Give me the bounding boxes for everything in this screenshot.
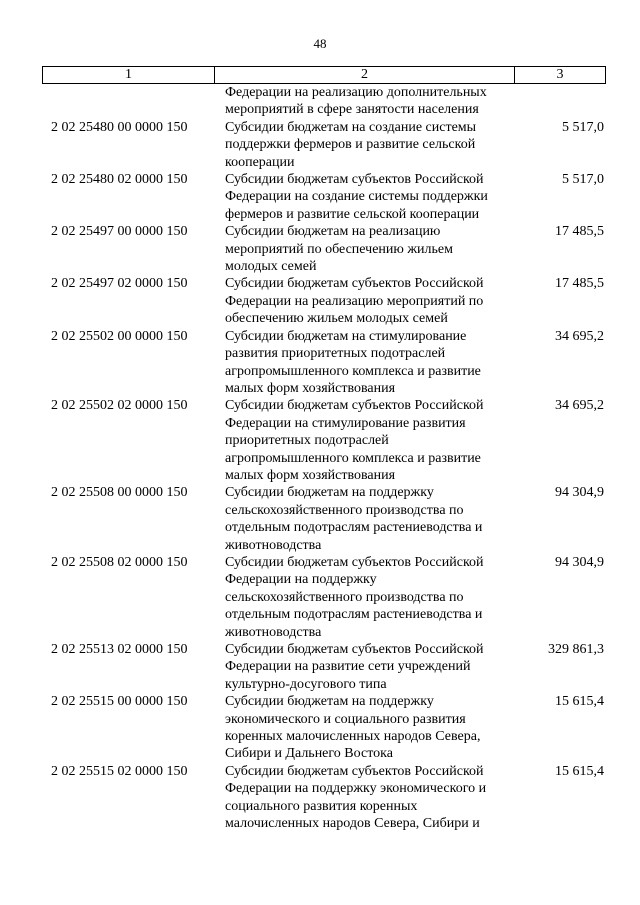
description-line: экономического и социального развития: [225, 711, 466, 727]
budget-code: 2 02 25515 02 0000 150: [51, 763, 188, 779]
description-line: фермеров и развитие сельской кооперации: [225, 206, 480, 222]
description-line: Субсидии бюджетам на поддержку: [225, 694, 434, 710]
description-line: молодых семей: [225, 259, 317, 275]
amount: 94 304,9: [555, 485, 604, 501]
continuation-line: мероприятий в сфере занятости населения: [225, 102, 479, 118]
amount: 329 861,3: [548, 642, 604, 657]
income-description: [214, 328, 510, 398]
description-line: мероприятий по обеспечению жильем: [225, 241, 453, 257]
description-line: поддержки фермеров и развитие сельской: [225, 137, 476, 153]
description-line: сельскохозяйственного производства по: [225, 502, 464, 518]
amount: 17 485,5: [555, 276, 604, 292]
table-row: [42, 641, 606, 693]
table-row: [42, 171, 606, 223]
description-line: Субсидии бюджетам на стимулирование: [225, 328, 467, 344]
description-line: культурно-досугового типа: [225, 676, 387, 692]
description-line: обеспечению жильем молодых семей: [225, 311, 448, 327]
description-line: Федерации на создание системы поддержки: [225, 189, 488, 205]
amount: 15 615,4: [555, 694, 604, 710]
description-line: сельскохозяйственного производства по: [225, 589, 464, 605]
budget-code: 2 02 25480 00 0000 150: [51, 119, 188, 135]
budget-code: 2 02 25497 02 0000 150: [51, 276, 188, 292]
table-row: [42, 397, 606, 484]
description-line: социального развития коренных: [225, 798, 418, 814]
description-line: Сибири и Дальнего Востока: [225, 746, 393, 762]
description-line: приоритетных подотраслей: [225, 433, 389, 449]
page-number: 48: [313, 36, 327, 51]
description-line: Субсидии бюджетам субъектов Российской: [225, 763, 484, 779]
income-description: [214, 484, 510, 554]
description-line: Федерации на поддержку: [225, 572, 377, 588]
description-line: Субсидии бюджетам субъектов Российской: [225, 172, 484, 188]
amount: 34 695,2: [555, 398, 604, 414]
budget-code: 2 02 25508 00 0000 150: [51, 485, 188, 501]
income-description: [214, 554, 510, 641]
budget-code: 2 02 25480 02 0000 150: [51, 172, 188, 188]
description-line: агропромышленного комплекса и развитие: [225, 450, 481, 466]
income-description: [214, 763, 510, 833]
description-line: животноводства: [225, 537, 322, 553]
description-line: Субсидии бюджетам на создание системы: [225, 119, 477, 135]
amount: 5 517,0: [562, 119, 604, 135]
description-line: Субсидии бюджетам на реализацию: [225, 224, 441, 240]
description-line: малых форм хозяйствования: [225, 467, 396, 483]
budget-code: 2 02 25508 02 0000 150: [51, 554, 188, 570]
budget-code: 2 02 25513 02 0000 150: [51, 642, 188, 657]
table-row: [42, 119, 606, 171]
amount: 94 304,9: [555, 554, 604, 570]
description-line: кооперации: [225, 154, 295, 170]
budget-code: 2 02 25497 00 0000 150: [51, 224, 188, 240]
description-line: Федерации на развитие сети учреждений: [225, 659, 471, 675]
budget-code: 2 02 25502 02 0000 150: [51, 398, 188, 414]
description-line: Федерации на поддержку экономического и: [225, 781, 487, 797]
budget-code: 2 02 25502 00 0000 150: [51, 328, 188, 344]
income-description: [214, 693, 510, 763]
amount: 15 615,4: [555, 763, 604, 779]
description-line: развития приоритетных подотраслей: [225, 346, 446, 362]
income-description: [214, 171, 510, 223]
header-col-code: 1: [43, 67, 215, 83]
description-line: животноводства: [225, 624, 322, 640]
header-col-amount: 3: [556, 67, 564, 82]
description-line: отдельным подотраслям растениеводства и: [225, 520, 483, 536]
amount: 5 517,0: [562, 172, 604, 188]
income-description: [214, 119, 510, 171]
table-row: [42, 275, 606, 327]
income-description: [214, 223, 510, 275]
amount: 34 695,2: [555, 328, 604, 344]
table-row: [42, 554, 606, 641]
amount: 17 485,5: [555, 224, 604, 240]
continuation-line: Федерации на реализацию дополнительных: [225, 85, 487, 100]
description-line: агропромышленного комплекса и развитие: [225, 363, 481, 379]
description-line: Субсидии бюджетам субъектов Российской: [225, 642, 484, 657]
table-header: [42, 66, 606, 84]
table-body: [42, 84, 606, 832]
description-line: коренных малочисленных народов Севера,: [225, 729, 481, 745]
description-line: Субсидии бюджетам субъектов Российской: [225, 398, 484, 414]
income-description: [214, 641, 510, 693]
table-row: [42, 763, 606, 833]
income-description: [214, 397, 510, 484]
description-line: отдельным подотраслям растениеводства и: [225, 607, 483, 623]
table-row: [42, 693, 606, 763]
table-row: [42, 328, 606, 398]
description-line: малочисленных народов Севера, Сибири и: [225, 816, 480, 832]
budget-code: 2 02 25515 00 0000 150: [51, 694, 188, 710]
income-description: [214, 275, 510, 327]
table-row: [42, 223, 606, 275]
table-row: [42, 484, 606, 554]
header-col-name: 2: [215, 67, 515, 83]
description-line: малых форм хозяйствования: [225, 380, 396, 396]
description-line: Субсидии бюджетам субъектов Российской: [225, 276, 484, 292]
continuation-text: [42, 84, 510, 119]
description-line: Федерации на стимулирование развития: [225, 415, 466, 431]
description-line: Субсидии бюджетам субъектов Российской: [225, 554, 484, 570]
description-line: Федерации на реализацию мероприятий по: [225, 293, 484, 309]
description-line: Субсидии бюджетам на поддержку: [225, 485, 434, 501]
